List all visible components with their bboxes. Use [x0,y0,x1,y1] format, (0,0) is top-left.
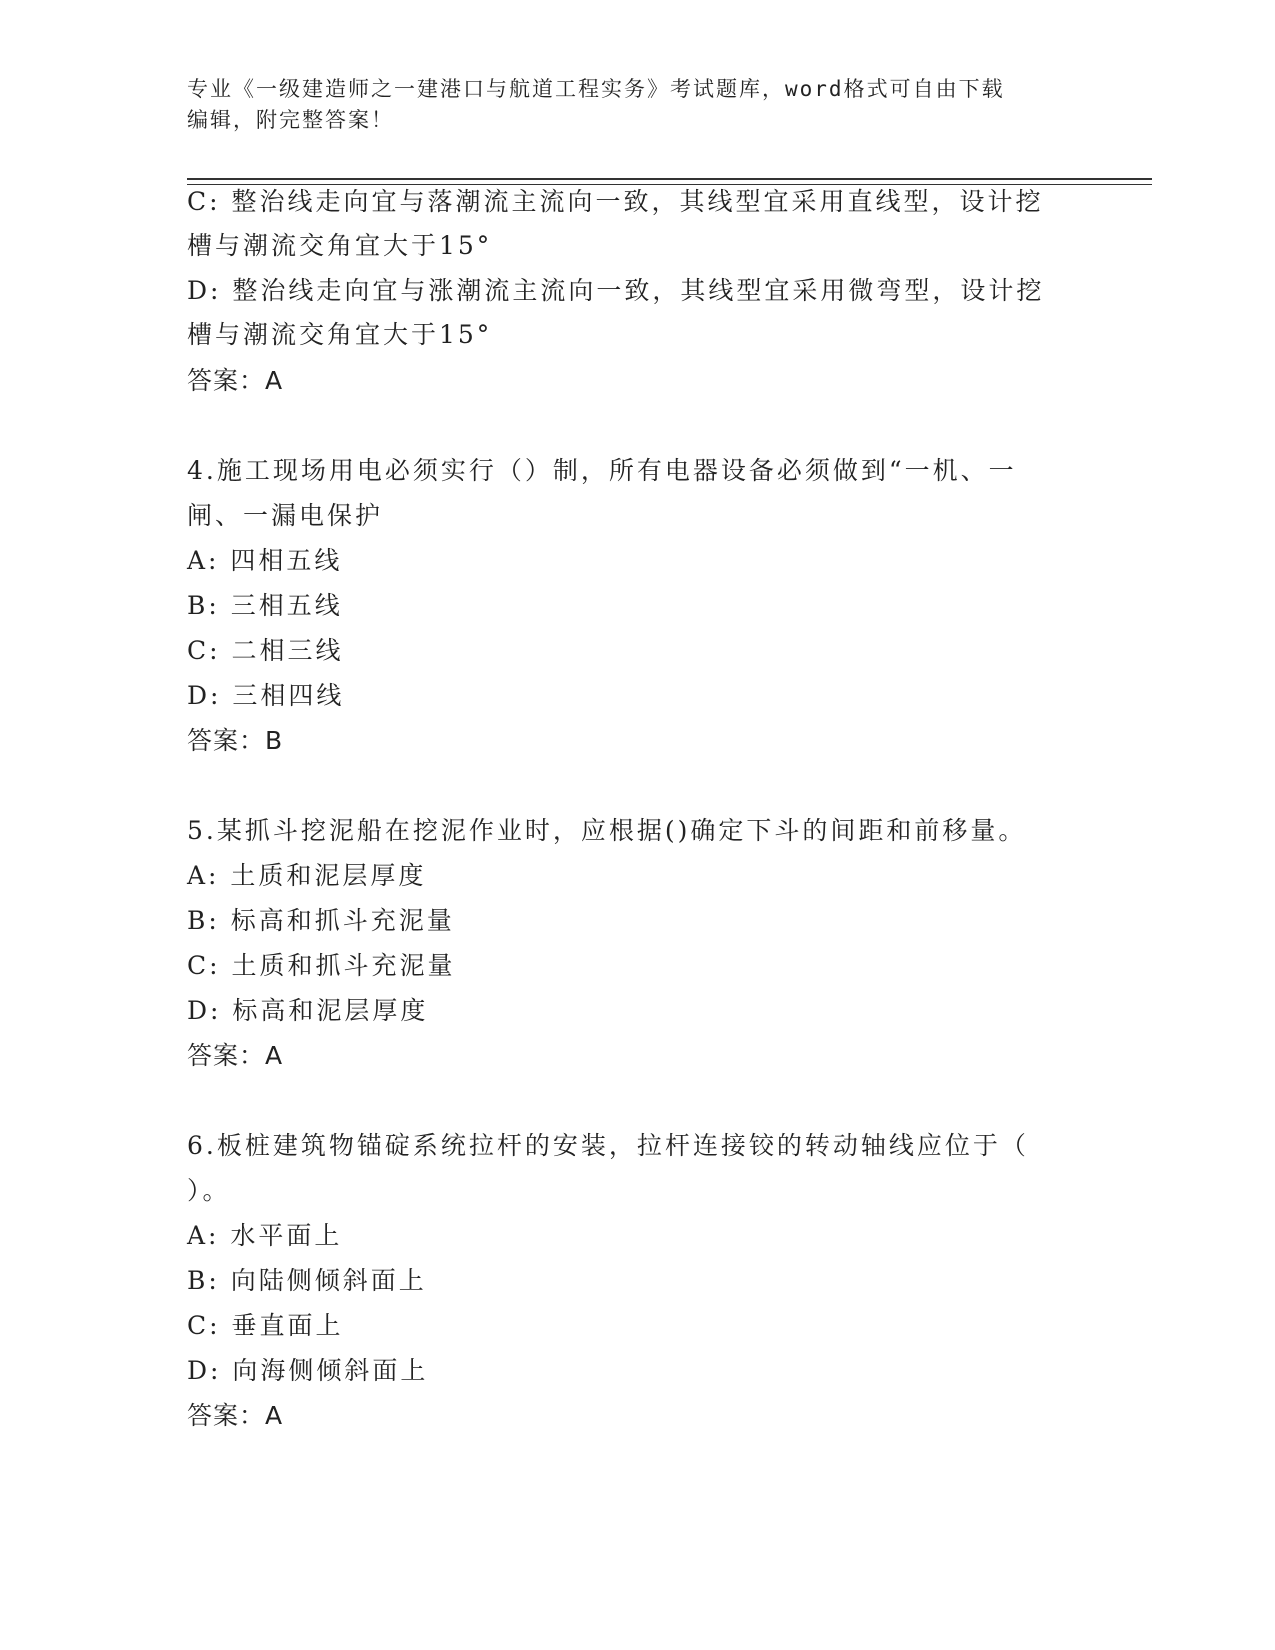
q4-option-d: D: 三相四线 [187,681,345,710]
q4-stem-line-1: 4.施工现场用电必须实行（）制，所有电器设备必须做到“一机、一 [187,456,1017,485]
q5-option-c: C: 土质和抓斗充泥量 [187,951,456,980]
q3-answer: 答案：A [187,366,284,395]
q4-stem-line-2: 闸、一漏电保护 [187,501,384,530]
q6-stem-line-2: ）。 [187,1176,231,1205]
q6-option-b: B: 向陆侧倾斜面上 [187,1266,427,1295]
q5-option-b: B: 标高和抓斗充泥量 [187,906,455,935]
q6-stem-line-1: 6.板桩建筑物锚碇系统拉杆的安装，拉杆连接铰的转动轴线应位于（ [187,1131,1029,1160]
q6-option-d: D: 向海侧倾斜面上 [187,1356,429,1385]
q4-answer: 答案：B [187,726,284,755]
q3-option-c-line-2: 槽与潮流交角宜大于15° [187,231,493,260]
q5-answer: 答案：A [187,1041,284,1070]
q3-option-d-line-1: D: 整治线走向宜与涨潮流主流向一致，其线型宜采用微弯型，设计挖 [187,276,1045,305]
q3-option-c-line-1: C: 整治线走向宜与落潮流主流向一致，其线型宜采用直线型，设计挖 [187,187,1044,216]
q6-option-a: A: 水平面上 [187,1221,343,1250]
q4-option-c: C: 二相三线 [187,636,344,665]
q5-stem: 5.某抓斗挖泥船在挖泥作业时，应根据()确定下斗的间距和前移量。 [187,816,1027,845]
q5-option-a: A: 土质和泥层厚度 [187,861,427,890]
q5-option-d: D: 标高和泥层厚度 [187,996,429,1025]
q3-option-d-line-2: 槽与潮流交角宜大于15° [187,320,493,349]
header-line-1: 专业《一级建造师之一建港口与航道工程实务》考试题库，word格式可自由下载 [187,77,1005,101]
q6-answer: 答案：A [187,1401,284,1430]
document-header [187,74,1067,136]
header-divider-thin [187,184,1152,185]
q4-option-a: A: 四相五线 [187,546,343,575]
header-line-2: 编辑，附完整答案！ [187,108,394,132]
header-divider-thick [187,178,1152,180]
q4-option-b: B: 三相五线 [187,591,343,620]
q6-option-c: C: 垂直面上 [187,1311,344,1340]
